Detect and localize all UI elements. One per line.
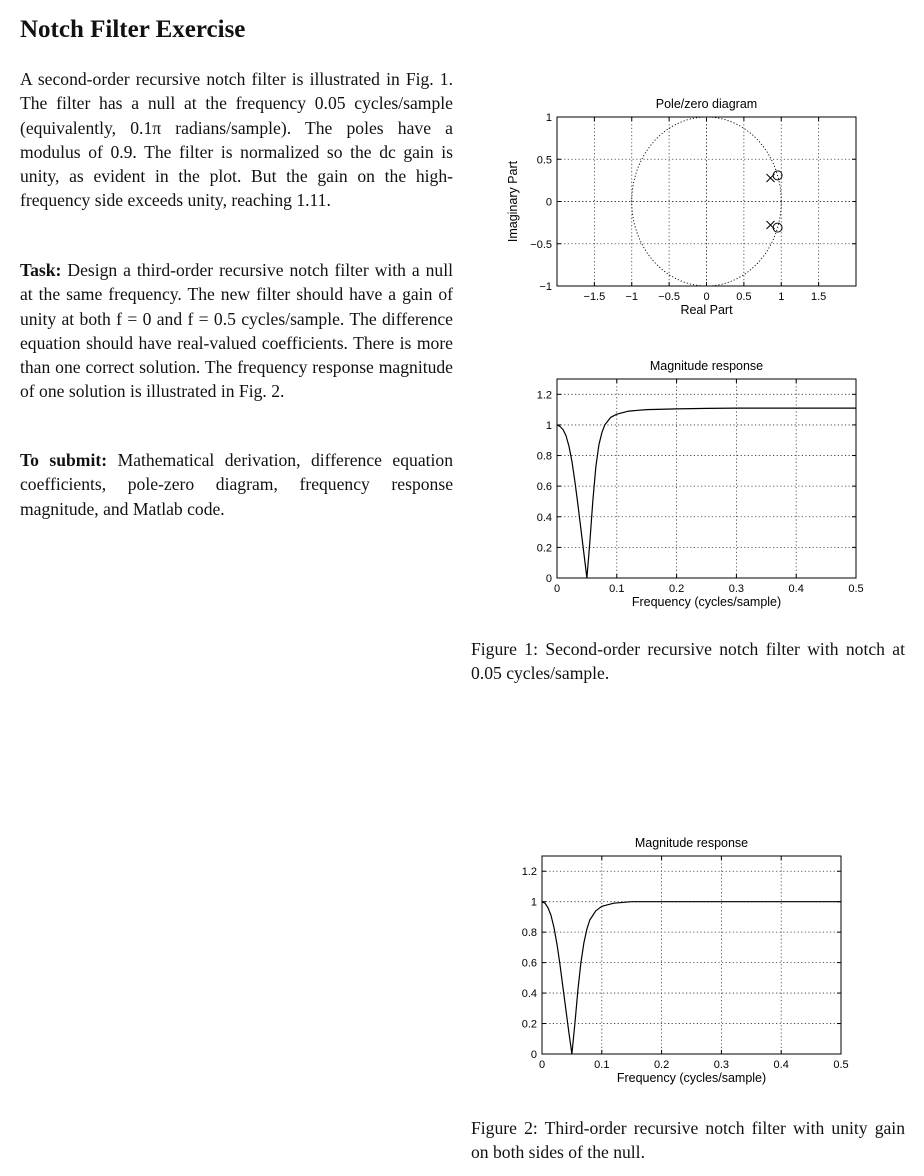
y-tick-label: 0.5: [536, 154, 552, 167]
page-title: Notch Filter Exercise: [20, 16, 246, 43]
y-tick-label: 0.6: [521, 957, 537, 970]
y-tick-label: 1: [530, 896, 537, 909]
y-tick-label: 0.4: [536, 511, 552, 524]
x-tick-label: 0.2: [653, 1059, 670, 1071]
x-tick-label: −0.5: [658, 291, 680, 303]
submit-label: To submit:: [20, 450, 108, 470]
x-tick-label: 0.4: [788, 583, 804, 595]
x-tick-label: 0.5: [736, 291, 752, 303]
task-label: Task:: [20, 260, 62, 280]
y-tick-label: 1.2: [536, 389, 552, 402]
x-axis-label: Frequency (cycles/sample): [616, 1071, 767, 1085]
figure2-caption: Figure 2: Third-order recursive notch filter with unity gain on both sides of the null.: [471, 1118, 905, 1163]
y-tick-label: 0.4: [521, 988, 537, 1001]
plot-frame: [542, 856, 841, 1054]
x-axis-label: Frequency (cycles/sample): [631, 595, 782, 609]
y-tick-label: 0: [530, 1049, 537, 1061]
x-tick-label: 1: [778, 291, 785, 303]
y-tick-label: 0.8: [536, 450, 552, 463]
x-tick-label: 0.1: [594, 1059, 610, 1071]
y-tick-label: −1: [539, 281, 552, 293]
y-tick-label: 0.2: [521, 1018, 537, 1031]
x-tick-label: 0.3: [713, 1059, 730, 1071]
x-axis-label: Real Part: [680, 303, 733, 317]
chart-title: Pole/zero diagram: [655, 97, 758, 111]
x-tick-label: 0.1: [609, 583, 625, 595]
x-tick-label: 0: [703, 291, 710, 303]
figure1-caption: Figure 1: Second-order recursive notch filter with notch at 0.05 cycles/sample.: [471, 639, 905, 684]
y-tick-label: 0: [545, 196, 552, 209]
submit-text: Mathematical derivation, difference equation coefficients, pole-zero diagram, frequency response magnitude, and Matlab code.: [20, 450, 453, 519]
x-tick-label: −1.5: [583, 291, 606, 303]
y-tick-label: 0.2: [536, 542, 552, 555]
chart-title: Magnitude response: [649, 359, 764, 373]
y-tick-label: 0: [545, 573, 552, 585]
intro-paragraph: A second-order recursive notch filter is illustrated in Fig. 1. The filter has a null at the frequency 0.05 cycles/sample (equivalently, 0.1π radians/sample). The poles have a modulus of 0.9. The filter is normalized so the dc gain is unity, as evident in the plot. But the gain on the high-frequency side exceeds unity, reaching 1.11.: [20, 69, 453, 211]
x-tick-label: 0: [553, 583, 561, 595]
y-tick-label: 1: [545, 419, 552, 432]
x-tick-label: 0.3: [728, 583, 745, 595]
x-tick-label: 0.2: [668, 583, 685, 595]
x-tick-label: 0.5: [833, 1059, 849, 1071]
chart-title: Magnitude response: [634, 836, 749, 850]
x-tick-label: 0.4: [773, 1059, 789, 1071]
x-tick-label: 1.5: [810, 291, 827, 303]
magnitude-line: [542, 902, 841, 1054]
y-tick-label: 0.8: [521, 927, 537, 940]
x-tick-label: −1: [625, 291, 639, 303]
task-text: Design a third-order recursive notch filter with a null at the same frequency. The new filter should have a gain of unity at both f = 0 and f = 0.5 cycles/sample. The difference equation should have real-valued coefficients. There is more than one correct solution. The frequency response magnitude of one solution is illustrated in Fig. 2.: [20, 260, 453, 402]
y-tick-label: 1.2: [521, 866, 537, 879]
y-axis-label: Imaginary Part: [506, 160, 520, 243]
x-tick-label: 0.5: [848, 583, 864, 595]
x-tick-label: 0: [538, 1059, 546, 1071]
y-tick-label: 0.6: [536, 481, 552, 494]
y-tick-label: −0.5: [530, 238, 552, 251]
y-tick-label: 1: [545, 112, 552, 124]
